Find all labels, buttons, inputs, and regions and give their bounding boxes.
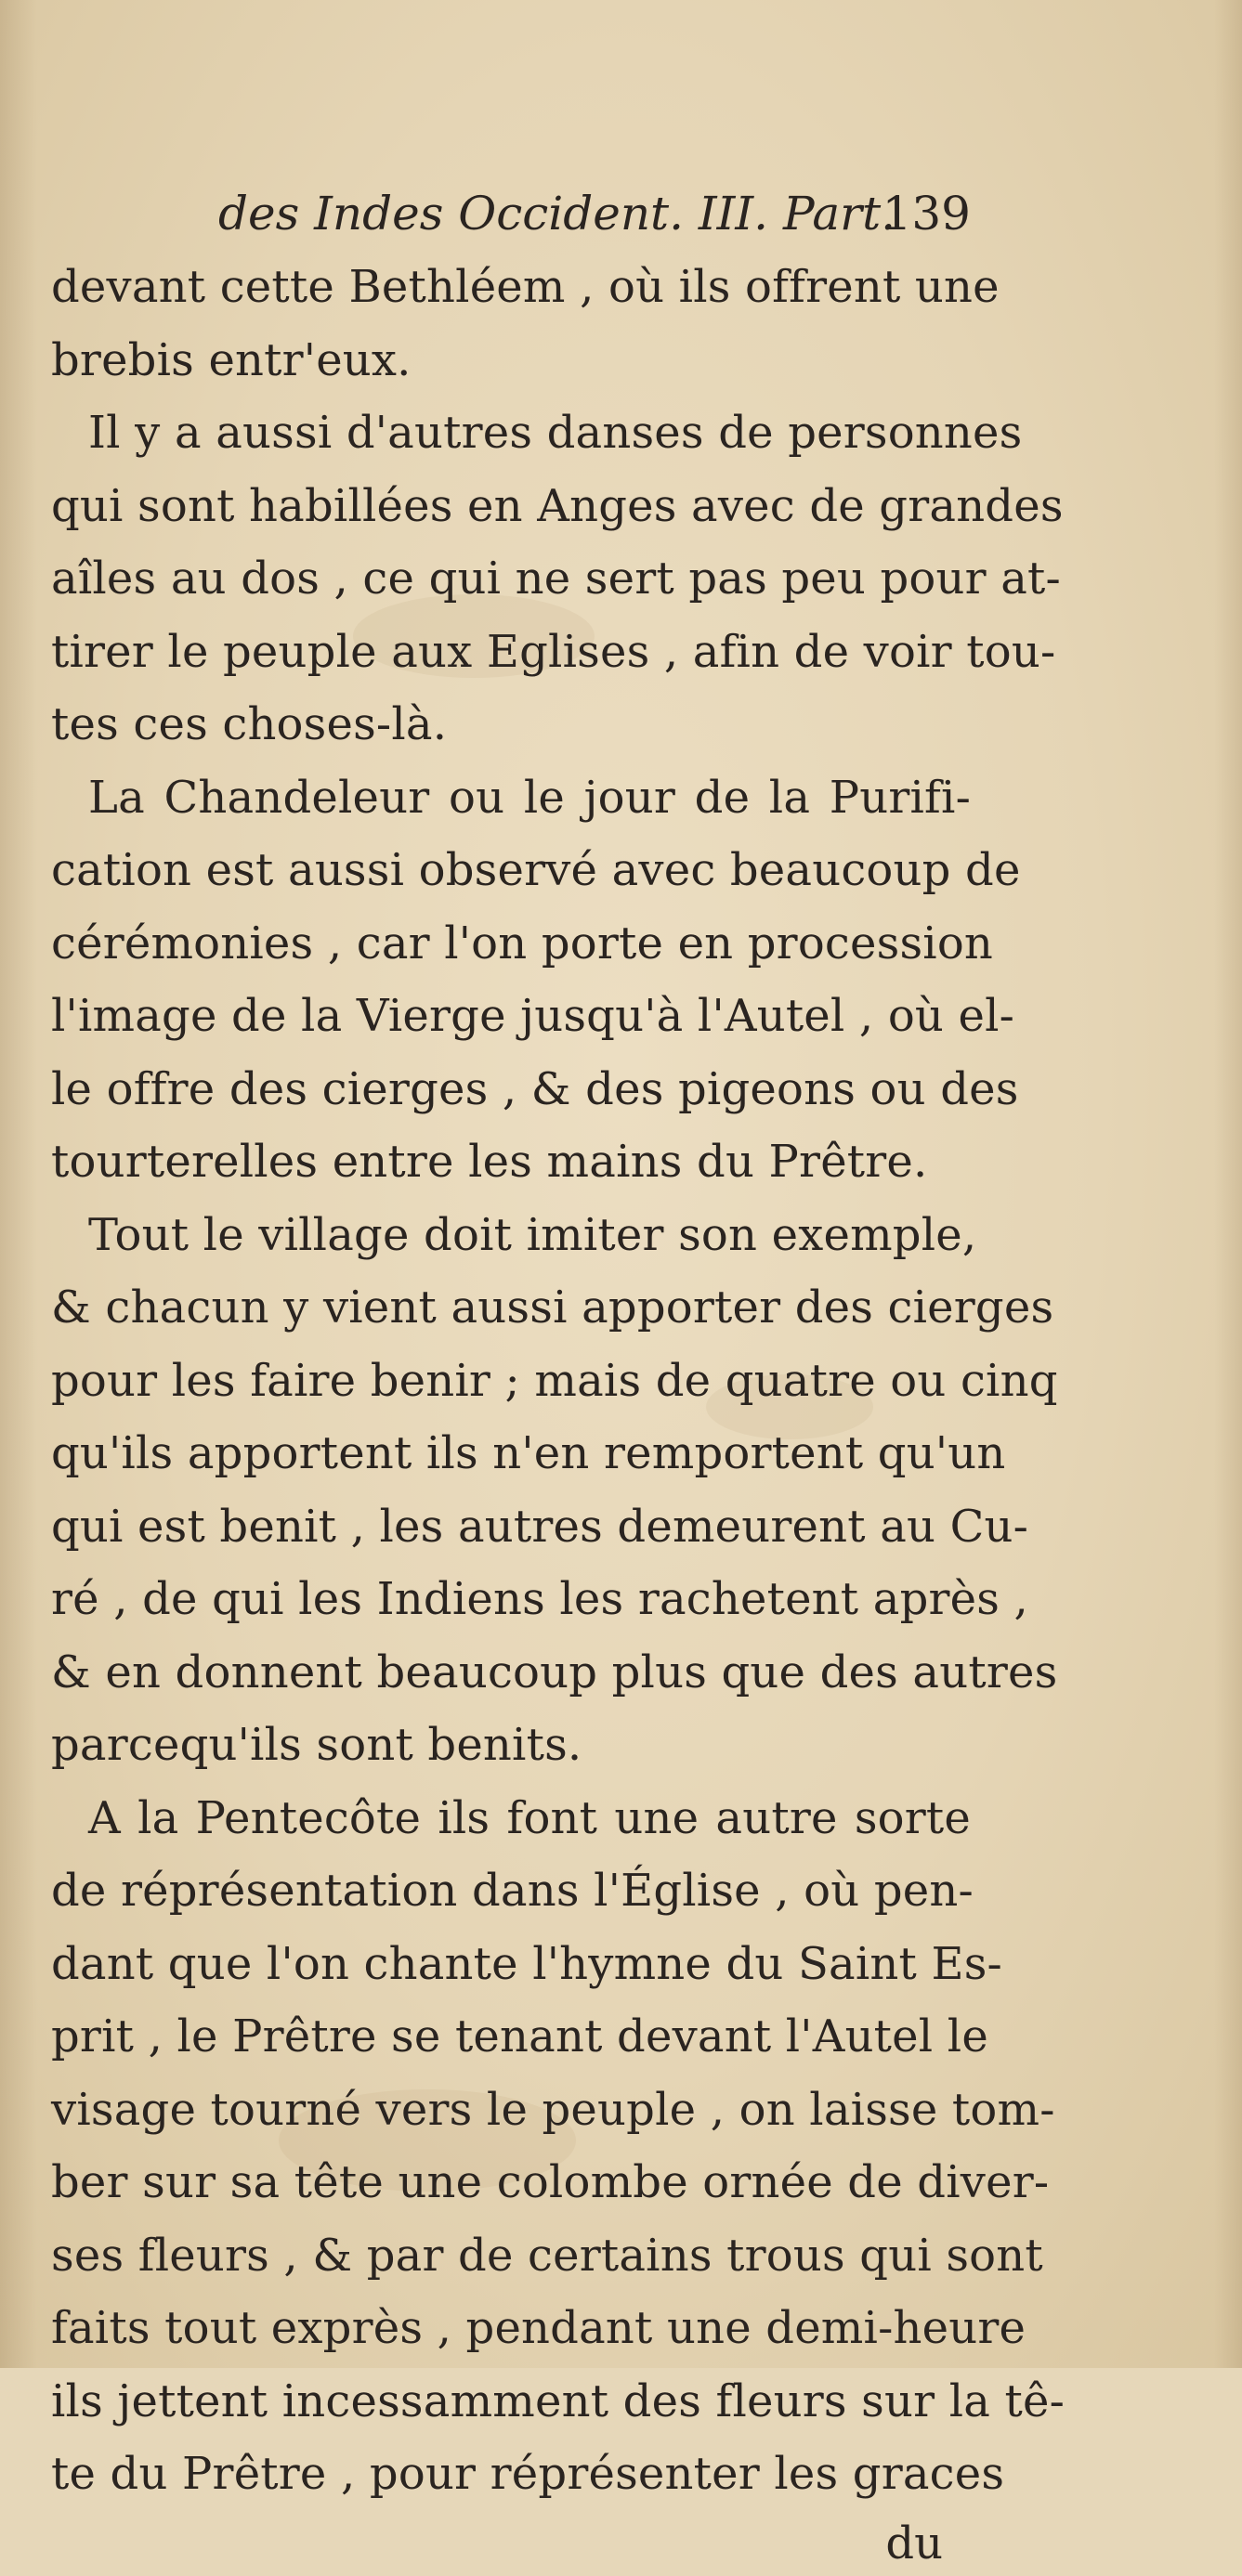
text-line: tes ces choses-là. <box>51 698 448 750</box>
text-line: cérémonies , car l'on porte en procession <box>51 917 994 969</box>
text-line: & chacun y vient aussi apporter des cierges <box>51 1281 1054 1334</box>
text-line: cation est aussi observé avec beaucoup de <box>51 844 1021 896</box>
text-line: ré , de qui les Indiens les rachetent après , <box>51 1573 1028 1625</box>
text-line: A la Pentecôte ils font une autre sorte <box>88 1791 971 1844</box>
text-line: & en donnent beaucoup plus que des autres <box>51 1646 1058 1698</box>
text-line: ses fleurs , & par de certains trous qui sont <box>51 2229 1043 2282</box>
text-line: Tout le village doit imiter son exemple, <box>88 1208 977 1261</box>
text-line: brebis entr'eux. <box>51 333 412 386</box>
text-line: parcequ'ils sont benits. <box>51 1719 582 1771</box>
running-title: des Indes Occident. III. Part. <box>218 187 896 241</box>
text-line: pour les faire benir ; mais de quatre ou cinq <box>51 1354 1058 1407</box>
page-text-block <box>51 176 1066 2576</box>
page-edge-shadow-right <box>1214 0 1242 2368</box>
text-line: qu'ils apportent ils n'en remportent qu'un <box>51 1427 1006 1479</box>
text-line: faits tout exprès , pendant une demi-heure <box>51 2302 1026 2354</box>
text-line: prit , le Prêtre se tenant devant l'Autel le <box>51 2010 988 2062</box>
page-number: 139 <box>882 187 971 241</box>
text-line: Il y a aussi d'autres danses de personnes <box>88 407 1023 459</box>
text-line: qui est benit , les autres demeurent au Cu- <box>51 1500 1029 1553</box>
page-edge-shadow-left <box>0 0 37 2368</box>
page-header <box>51 176 971 251</box>
text-line: de réprésentation dans l'Église , où pen- <box>51 1865 974 1917</box>
text-line: tourterelles entre les mains du Prêtre. <box>51 1136 928 1188</box>
text-line: ber sur sa tête une colombe ornée de diver- <box>51 2156 1050 2208</box>
text-line: te du Prêtre , pour réprésenter les graces <box>51 2448 1005 2500</box>
text-line: qui sont habillées en Anges avec de grandes <box>51 479 1064 532</box>
text-line: visage tourné vers le peuple , on laisse tom- <box>51 2083 1055 2136</box>
text-line: La Chandeleur ou le jour de la Purifi- <box>88 771 971 824</box>
catchword: du <box>885 2517 943 2569</box>
text-line: devant cette Bethléem , où ils offrent une <box>51 261 1000 313</box>
text-line: le offre des cierges , & des pigeons ou des <box>51 1062 1019 1115</box>
text-line: dant que l'on chante l'hymne du Saint Es- <box>51 1937 1002 1990</box>
text-line: l'image de la Vierge jusqu'à l'Autel , où el- <box>51 990 1015 1042</box>
text-line: tirer le peuple aux Eglises , afin de voir tou- <box>51 625 1056 678</box>
text-line: ils jettent incessamment des fleurs sur la tê- <box>51 2374 1066 2427</box>
text-line: aîles au dos , ce qui ne sert pas peu pour at- <box>51 553 1061 605</box>
